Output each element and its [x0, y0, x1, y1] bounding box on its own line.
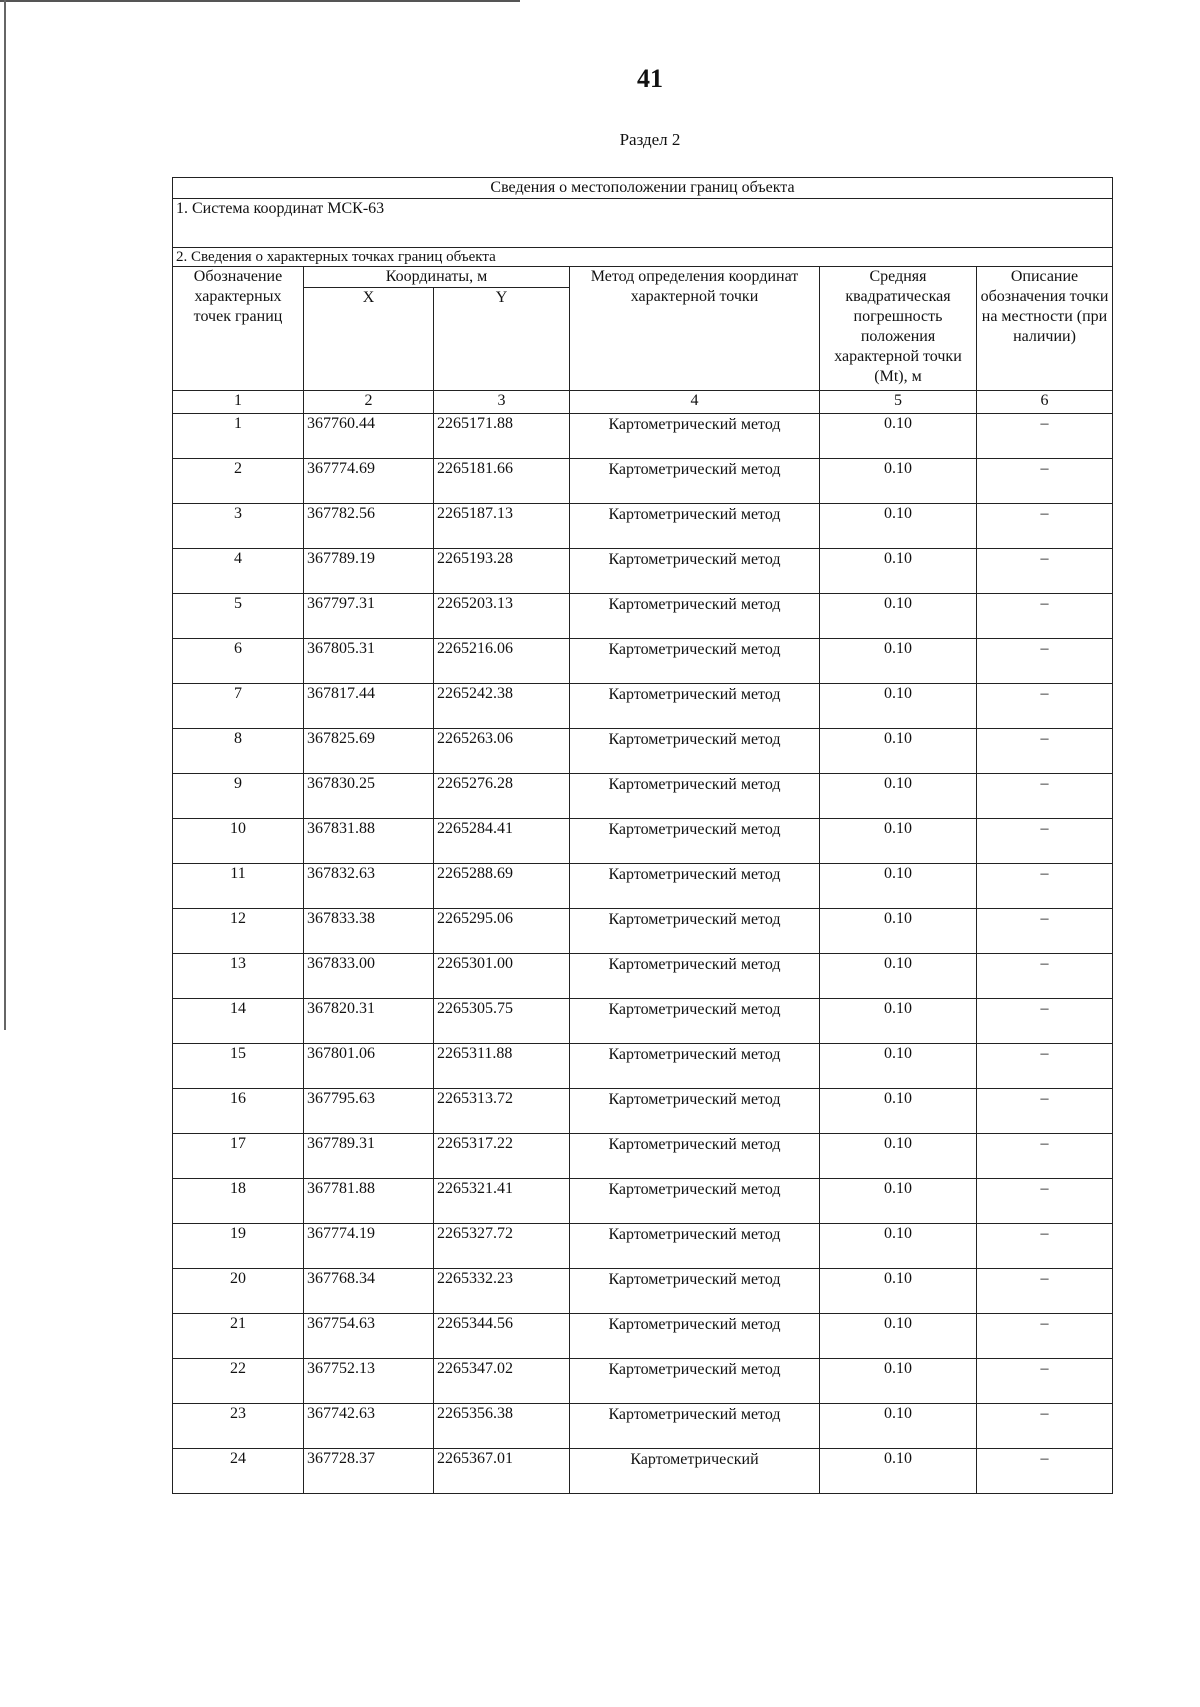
x-coordinate-cell: 367820.31 — [304, 999, 434, 1044]
coord-system: 1. Система координат МСК-63 — [173, 199, 1113, 248]
method-cell: Картометрический метод — [570, 1404, 820, 1449]
error-cell: 0.10 — [820, 954, 977, 999]
table-row — [173, 729, 1113, 774]
error-cell: 0.10 — [820, 909, 977, 954]
header-error: Средняя квадратическая погрешность положения характерной точки (Mt), м — [820, 267, 977, 391]
section-title: Раздел 2 — [619, 130, 681, 149]
column-number: 4 — [570, 391, 820, 414]
method-cell: Картометрический метод — [570, 594, 820, 639]
description-cell: – — [977, 999, 1113, 1044]
point-id-cell: 22 — [173, 1359, 304, 1404]
error-cell: 0.10 — [820, 459, 977, 504]
y-coordinate-cell: 2265242.38 — [434, 684, 570, 729]
table-row — [173, 459, 1113, 504]
header-coordinates: Координаты, м — [304, 267, 570, 288]
x-coordinate-cell: 367797.31 — [304, 594, 434, 639]
error-cell: 0.10 — [820, 1404, 977, 1449]
point-id-cell: 14 — [173, 999, 304, 1044]
point-id-cell: 8 — [173, 729, 304, 774]
y-coordinate-cell: 2265305.75 — [434, 999, 570, 1044]
table-row — [173, 594, 1113, 639]
point-id-cell: 19 — [173, 1224, 304, 1269]
table-row — [173, 1044, 1113, 1089]
point-id-cell: 16 — [173, 1089, 304, 1134]
error-cell: 0.10 — [820, 1134, 977, 1179]
table-row — [173, 1089, 1113, 1134]
table-row — [173, 504, 1113, 549]
error-cell: 0.10 — [820, 414, 977, 459]
error-cell: 0.10 — [820, 819, 977, 864]
error-cell: 0.10 — [820, 1449, 977, 1494]
method-cell: Картометрический метод — [570, 1269, 820, 1314]
error-cell: 0.10 — [820, 1359, 977, 1404]
point-id-cell: 9 — [173, 774, 304, 819]
method-cell: Картометрический — [570, 1449, 820, 1494]
point-id-cell: 1 — [173, 414, 304, 459]
scan-edge-left — [4, 0, 6, 1030]
header-description: Описание обозначения точки на местности (при наличии) — [977, 267, 1113, 391]
method-cell: Картометрический метод — [570, 1314, 820, 1359]
page-number: 41 — [637, 64, 663, 93]
x-coordinate-cell: 367774.19 — [304, 1224, 434, 1269]
column-number: 1 — [173, 391, 304, 414]
x-coordinate-cell: 367817.44 — [304, 684, 434, 729]
table-row — [173, 819, 1113, 864]
points-title: 2. Сведения о характерных точках границ объекта — [173, 248, 1113, 267]
x-coordinate-cell: 367789.31 — [304, 1134, 434, 1179]
table-row — [173, 999, 1113, 1044]
description-cell: – — [977, 459, 1113, 504]
point-id-cell: 10 — [173, 819, 304, 864]
x-coordinate-cell: 367825.69 — [304, 729, 434, 774]
description-cell: – — [977, 774, 1113, 819]
point-id-cell: 5 — [173, 594, 304, 639]
description-cell: – — [977, 549, 1113, 594]
description-cell: – — [977, 1314, 1113, 1359]
x-coordinate-cell: 367752.13 — [304, 1359, 434, 1404]
x-coordinate-cell: 367754.63 — [304, 1314, 434, 1359]
method-cell: Картометрический метод — [570, 1179, 820, 1224]
y-coordinate-cell: 2265288.69 — [434, 864, 570, 909]
error-cell: 0.10 — [820, 1314, 977, 1359]
y-coordinate-cell: 2265187.13 — [434, 504, 570, 549]
x-coordinate-cell: 367774.69 — [304, 459, 434, 504]
description-cell: – — [977, 414, 1113, 459]
point-id-cell: 15 — [173, 1044, 304, 1089]
description-cell: – — [977, 1179, 1113, 1224]
method-cell: Картометрический метод — [570, 459, 820, 504]
table-row — [173, 1359, 1113, 1404]
description-cell: – — [977, 1089, 1113, 1134]
error-cell: 0.10 — [820, 639, 977, 684]
point-id-cell: 12 — [173, 909, 304, 954]
description-cell: – — [977, 1044, 1113, 1089]
error-cell: 0.10 — [820, 774, 977, 819]
y-coordinate-cell: 2265193.28 — [434, 549, 570, 594]
method-cell: Картометрический метод — [570, 999, 820, 1044]
method-cell: Картометрический метод — [570, 1089, 820, 1134]
y-coordinate-cell: 2265347.02 — [434, 1359, 570, 1404]
y-coordinate-cell: 2265301.00 — [434, 954, 570, 999]
error-cell: 0.10 — [820, 999, 977, 1044]
method-cell: Картометрический метод — [570, 1359, 820, 1404]
error-cell: 0.10 — [820, 1269, 977, 1314]
point-id-cell: 7 — [173, 684, 304, 729]
point-id-cell: 3 — [173, 504, 304, 549]
x-coordinate-cell: 367795.63 — [304, 1089, 434, 1134]
y-coordinate-cell: 2265313.72 — [434, 1089, 570, 1134]
error-cell: 0.10 — [820, 549, 977, 594]
error-cell: 0.10 — [820, 504, 977, 549]
error-cell: 0.10 — [820, 594, 977, 639]
table-row — [173, 549, 1113, 594]
point-id-cell: 6 — [173, 639, 304, 684]
y-coordinate-cell: 2265356.38 — [434, 1404, 570, 1449]
point-id-cell: 11 — [173, 864, 304, 909]
description-cell: – — [977, 504, 1113, 549]
point-id-cell: 18 — [173, 1179, 304, 1224]
table-row — [173, 774, 1113, 819]
method-cell: Картометрический метод — [570, 954, 820, 999]
x-coordinate-cell: 367760.44 — [304, 414, 434, 459]
x-coordinate-cell: 367833.38 — [304, 909, 434, 954]
column-number: 2 — [304, 391, 434, 414]
y-coordinate-cell: 2265367.01 — [434, 1449, 570, 1494]
scan-edge-top — [0, 0, 520, 2]
description-cell: – — [977, 1224, 1113, 1269]
table-row — [173, 1134, 1113, 1179]
method-cell: Картометрический метод — [570, 864, 820, 909]
description-cell: – — [977, 1404, 1113, 1449]
table-row — [173, 1404, 1113, 1449]
description-cell: – — [977, 819, 1113, 864]
boundary-points-table — [172, 177, 1113, 1494]
point-id-cell: 23 — [173, 1404, 304, 1449]
x-coordinate-cell: 367789.19 — [304, 549, 434, 594]
y-coordinate-cell: 2265181.66 — [434, 459, 570, 504]
x-coordinate-cell: 367830.25 — [304, 774, 434, 819]
y-coordinate-cell: 2265284.41 — [434, 819, 570, 864]
header-x: X — [304, 288, 434, 391]
error-cell: 0.10 — [820, 729, 977, 774]
point-id-cell: 17 — [173, 1134, 304, 1179]
description-cell: – — [977, 1269, 1113, 1314]
y-coordinate-cell: 2265276.28 — [434, 774, 570, 819]
description-cell: – — [977, 954, 1113, 999]
column-number: 6 — [977, 391, 1113, 414]
x-coordinate-cell: 367781.88 — [304, 1179, 434, 1224]
method-cell: Картометрический метод — [570, 1044, 820, 1089]
header-point-designation: Обозначение характерных точек границ — [173, 267, 304, 391]
x-coordinate-cell: 367833.00 — [304, 954, 434, 999]
method-cell: Картометрический метод — [570, 819, 820, 864]
description-cell: – — [977, 1134, 1113, 1179]
table-row — [173, 1179, 1113, 1224]
table-row — [173, 1314, 1113, 1359]
table-row — [173, 864, 1113, 909]
description-cell: – — [977, 1359, 1113, 1404]
y-coordinate-cell: 2265216.06 — [434, 639, 570, 684]
y-coordinate-cell: 2265317.22 — [434, 1134, 570, 1179]
method-cell: Картометрический метод — [570, 909, 820, 954]
column-number: 5 — [820, 391, 977, 414]
x-coordinate-cell: 367742.63 — [304, 1404, 434, 1449]
header-method: Метод определения координат характерной точки — [570, 267, 820, 391]
y-coordinate-cell: 2265327.72 — [434, 1224, 570, 1269]
table-row — [173, 414, 1113, 459]
column-number: 3 — [434, 391, 570, 414]
error-cell: 0.10 — [820, 1179, 977, 1224]
point-id-cell: 4 — [173, 549, 304, 594]
table-row — [173, 1224, 1113, 1269]
y-coordinate-cell: 2265311.88 — [434, 1044, 570, 1089]
table-row — [173, 1449, 1113, 1494]
x-coordinate-cell: 367801.06 — [304, 1044, 434, 1089]
error-cell: 0.10 — [820, 684, 977, 729]
y-coordinate-cell: 2265332.23 — [434, 1269, 570, 1314]
description-cell: – — [977, 594, 1113, 639]
description-cell: – — [977, 639, 1113, 684]
description-cell: – — [977, 864, 1113, 909]
table-row — [173, 954, 1113, 999]
point-id-cell: 21 — [173, 1314, 304, 1359]
y-coordinate-cell: 2265263.06 — [434, 729, 570, 774]
header-y: Y — [434, 288, 570, 391]
x-coordinate-cell: 367832.63 — [304, 864, 434, 909]
table-row — [173, 1269, 1113, 1314]
description-cell: – — [977, 729, 1113, 774]
method-cell: Картометрический метод — [570, 639, 820, 684]
method-cell: Картометрический метод — [570, 684, 820, 729]
x-coordinate-cell: 367768.34 — [304, 1269, 434, 1314]
y-coordinate-cell: 2265171.88 — [434, 414, 570, 459]
table-row — [173, 684, 1113, 729]
error-cell: 0.10 — [820, 1044, 977, 1089]
description-cell: – — [977, 684, 1113, 729]
error-cell: 0.10 — [820, 864, 977, 909]
table-title: Сведения о местоположении границ объекта — [173, 178, 1113, 199]
x-coordinate-cell: 367805.31 — [304, 639, 434, 684]
table-row — [173, 909, 1113, 954]
x-coordinate-cell: 367782.56 — [304, 504, 434, 549]
method-cell: Картометрический метод — [570, 774, 820, 819]
method-cell: Картометрический метод — [570, 1134, 820, 1179]
method-cell: Картометрический метод — [570, 1224, 820, 1269]
error-cell: 0.10 — [820, 1089, 977, 1134]
method-cell: Картометрический метод — [570, 729, 820, 774]
method-cell: Картометрический метод — [570, 414, 820, 459]
y-coordinate-cell: 2265321.41 — [434, 1179, 570, 1224]
y-coordinate-cell: 2265344.56 — [434, 1314, 570, 1359]
error-cell: 0.10 — [820, 1224, 977, 1269]
table-row — [173, 639, 1113, 684]
description-cell: – — [977, 1449, 1113, 1494]
point-id-cell: 20 — [173, 1269, 304, 1314]
point-id-cell: 24 — [173, 1449, 304, 1494]
point-id-cell: 2 — [173, 459, 304, 504]
y-coordinate-cell: 2265203.13 — [434, 594, 570, 639]
point-id-cell: 13 — [173, 954, 304, 999]
method-cell: Картометрический метод — [570, 549, 820, 594]
y-coordinate-cell: 2265295.06 — [434, 909, 570, 954]
description-cell: – — [977, 909, 1113, 954]
method-cell: Картометрический метод — [570, 504, 820, 549]
x-coordinate-cell: 367728.37 — [304, 1449, 434, 1494]
x-coordinate-cell: 367831.88 — [304, 819, 434, 864]
